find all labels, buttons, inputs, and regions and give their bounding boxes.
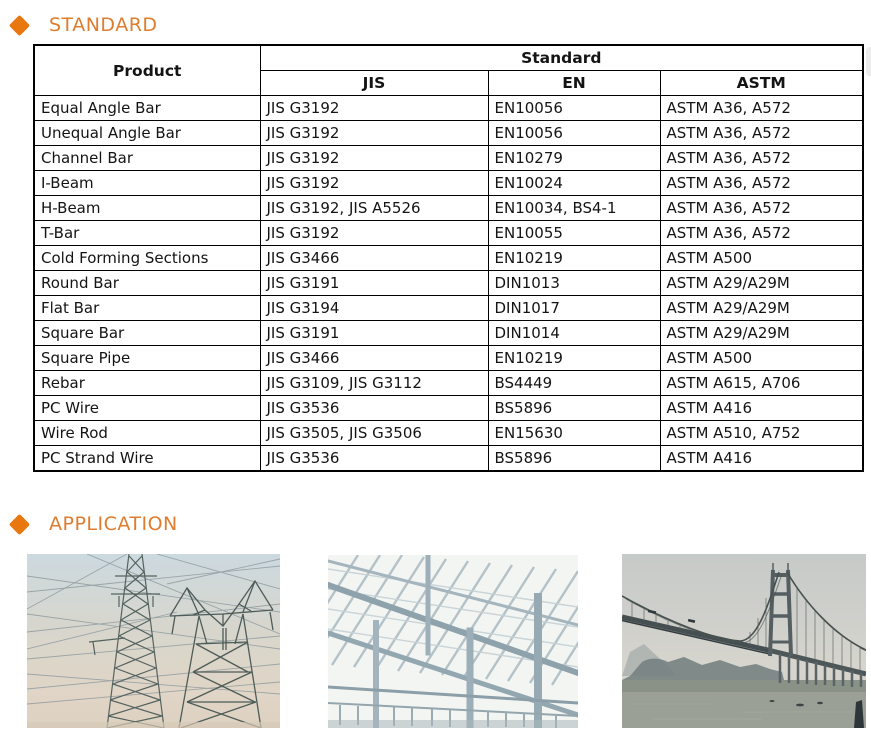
jis-cell: JIS G3192: [260, 171, 488, 196]
product-cell: Rebar: [34, 371, 260, 396]
table-row: [34, 396, 863, 421]
en-cell: EN15630: [488, 421, 660, 446]
product-cell: Unequal Angle Bar: [34, 121, 260, 146]
jis-cell: JIS G3192, JIS A5526: [260, 196, 488, 221]
table-row: [34, 346, 863, 371]
astm-cell: ASTM A36, A572: [660, 146, 863, 171]
diamond-bullet-icon: [9, 14, 30, 35]
product-cell: H-Beam: [34, 196, 260, 221]
jis-cell: JIS G3109, JIS G3112: [260, 371, 488, 396]
jis-cell: JIS G3466: [260, 246, 488, 271]
table-row: [34, 121, 863, 146]
product-cell: Wire Rod: [34, 421, 260, 446]
en-cell: EN10056: [488, 96, 660, 121]
application-section-header: [8, 513, 178, 535]
product-cell: PC Strand Wire: [34, 446, 260, 472]
astm-cell: ASTM A510, A752: [660, 421, 863, 446]
table-row: [34, 446, 863, 472]
table-row: [34, 146, 863, 171]
transmission-towers-photo: [27, 554, 280, 728]
astm-cell: ASTM A36, A572: [660, 196, 863, 221]
ground: [27, 722, 280, 728]
astm-cell: ASTM A36, A572: [660, 221, 863, 246]
astm-cell: ASTM A500: [660, 246, 863, 271]
jis-cell: JIS G3536: [260, 396, 488, 421]
en-cell: BS5896: [488, 446, 660, 472]
table-row: [34, 96, 863, 121]
table-row: [34, 171, 863, 196]
astm-cell: ASTM A36, A572: [660, 171, 863, 196]
standard-section-header: [8, 14, 158, 36]
table-row: [34, 246, 863, 271]
jis-column-header: JIS: [260, 71, 488, 96]
jis-cell: JIS G3192: [260, 221, 488, 246]
jis-cell: JIS G3505, JIS G3506: [260, 421, 488, 446]
en-column-header: EN: [488, 71, 660, 96]
astm-column-header: ASTM: [660, 71, 863, 96]
en-cell: EN10279: [488, 146, 660, 171]
diamond-bullet-icon: [9, 513, 30, 534]
en-cell: DIN1013: [488, 271, 660, 296]
table-row: [34, 271, 863, 296]
product-cell: Round Bar: [34, 271, 260, 296]
jis-cell: JIS G3191: [260, 271, 488, 296]
table-row: [34, 421, 863, 446]
product-cell: I-Beam: [34, 171, 260, 196]
standard-section-title: STANDARD: [49, 14, 158, 36]
standard-group-header: Standard: [260, 45, 863, 71]
jis-cell: JIS G3192: [260, 121, 488, 146]
right-edge-cropped-element: [866, 47, 871, 76]
en-cell: BS5896: [488, 396, 660, 421]
product-column-header: Product: [34, 45, 260, 96]
astm-cell: ASTM A36, A572: [660, 121, 863, 146]
table-header-row-1: [34, 45, 863, 71]
en-cell: EN10055: [488, 221, 660, 246]
table-row: [34, 321, 863, 346]
jis-cell: JIS G3536: [260, 446, 488, 472]
en-cell: DIN1014: [488, 321, 660, 346]
product-cell: Channel Bar: [34, 146, 260, 171]
en-cell: EN10219: [488, 246, 660, 271]
product-cell: T-Bar: [34, 221, 260, 246]
table-row: [34, 296, 863, 321]
standards-table: [33, 44, 864, 472]
en-cell: EN10056: [488, 121, 660, 146]
product-cell: Square Bar: [34, 321, 260, 346]
product-cell: Square Pipe: [34, 346, 260, 371]
en-cell: BS4449: [488, 371, 660, 396]
en-cell: DIN1017: [488, 296, 660, 321]
water-band: [622, 680, 866, 692]
jis-cell: JIS G3194: [260, 296, 488, 321]
product-cell: PC Wire: [34, 396, 260, 421]
jis-cell: JIS G3466: [260, 346, 488, 371]
jis-cell: JIS G3192: [260, 96, 488, 121]
astm-cell: ASTM A416: [660, 446, 863, 472]
suspension-bridge-photo: [622, 554, 866, 728]
astm-cell: ASTM A615, A706: [660, 371, 863, 396]
product-cell: Cold Forming Sections: [34, 246, 260, 271]
en-cell: EN10219: [488, 346, 660, 371]
jis-cell: JIS G3192: [260, 146, 488, 171]
astm-cell: ASTM A416: [660, 396, 863, 421]
astm-cell: ASTM A29/A29M: [660, 296, 863, 321]
en-cell: EN10034, BS4-1: [488, 196, 660, 221]
astm-cell: ASTM A29/A29M: [660, 271, 863, 296]
steel-roof-structure-photo: [328, 555, 578, 728]
product-cell: Equal Angle Bar: [34, 96, 260, 121]
astm-cell: ASTM A500: [660, 346, 863, 371]
application-photos-row: [0, 554, 871, 729]
product-cell: Flat Bar: [34, 296, 260, 321]
astm-cell: ASTM A36, A572: [660, 96, 863, 121]
table-row: [34, 371, 863, 396]
astm-cell: ASTM A29/A29M: [660, 321, 863, 346]
application-section-title: APPLICATION: [49, 513, 178, 535]
table-row: [34, 196, 863, 221]
jis-cell: JIS G3191: [260, 321, 488, 346]
en-cell: EN10024: [488, 171, 660, 196]
table-row: [34, 221, 863, 246]
